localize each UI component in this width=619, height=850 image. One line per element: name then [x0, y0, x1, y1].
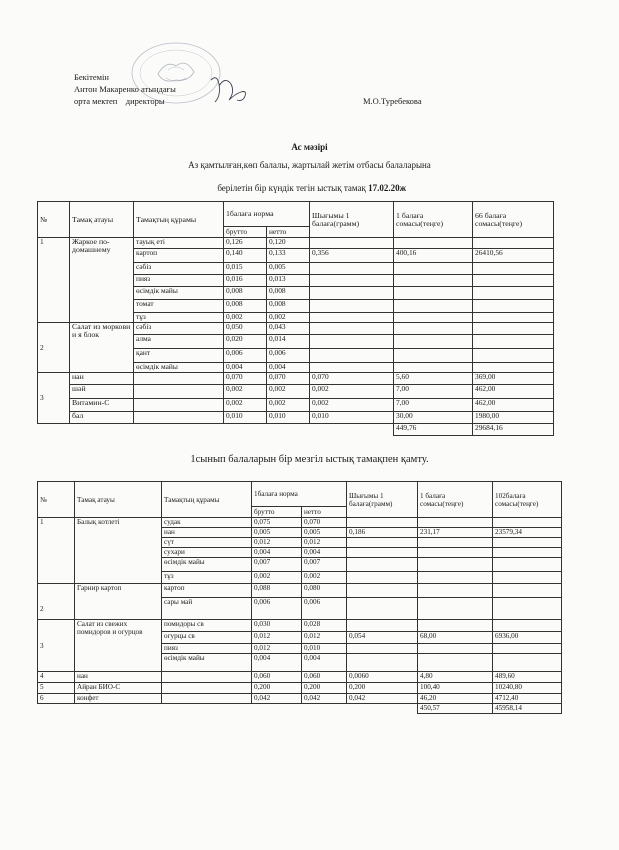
cost-one-value: 7,00 [394, 385, 473, 399]
netto-value: 0,012 [302, 632, 347, 644]
cost-one-value [418, 644, 493, 654]
netto-value: 0,013 [267, 275, 310, 287]
netto-value: 0,005 [302, 528, 347, 538]
yield-value: 0,010 [310, 412, 394, 424]
netto-value: 0,200 [302, 683, 347, 694]
cost-total-value [493, 538, 562, 548]
cost-total-value: 23579,34 [493, 528, 562, 538]
ingredient [134, 412, 224, 424]
ingredient: пияз [134, 275, 224, 287]
section-2-title: 1сынып балаларын бір мезгіл ыстық тамақпен қамту. [190, 454, 429, 465]
yield-value: 0,042 [347, 694, 418, 704]
table-row [38, 238, 554, 249]
netto-value: 0,005 [267, 263, 310, 275]
brutto-value: 0,075 [252, 518, 302, 528]
cost-total-value [493, 518, 562, 528]
netto-value: 0,008 [267, 300, 310, 313]
netto-value: 0,042 [302, 694, 347, 704]
cost-total-value [473, 275, 554, 287]
ingredient [162, 672, 252, 683]
yield-value [310, 335, 394, 349]
dish-name: Айран БИО-С [75, 683, 162, 694]
ingredient: судак [162, 518, 252, 528]
ingredient: өсімдік майы [162, 558, 252, 572]
cost-one-value: 4,80 [418, 672, 493, 683]
yield-value: 0,200 [347, 683, 418, 694]
ingredient: сәбіз [134, 263, 224, 275]
cost-one-value [418, 572, 493, 584]
cost-total-value [493, 654, 562, 672]
table-row [38, 373, 554, 385]
approval-line-3: орта мектеп директоры [74, 96, 165, 106]
table-row [38, 323, 554, 335]
dish-name: конфет [75, 694, 162, 704]
yield-value: 0,002 [310, 385, 394, 399]
brutto-value: 0,002 [252, 572, 302, 584]
cost-total-value: 489,60 [493, 672, 562, 683]
header-yield: Шығымы 1 балаға(грамм) [347, 482, 418, 518]
netto-value: 0,006 [302, 598, 347, 620]
subtitle-line-1: Аз қамтылған,көп балалы, жартылай жетім отбасы балаларына [188, 160, 431, 170]
total-cost-one: 449,76 [394, 424, 473, 436]
brutto-value: 0,050 [224, 323, 267, 335]
ingredient: помидоры св [162, 620, 252, 632]
cost-one-value: 400,16 [394, 249, 473, 263]
ingredient: сүт [162, 538, 252, 548]
dish-name: бал [70, 412, 134, 424]
yield-value [347, 538, 418, 548]
table-row [38, 518, 562, 528]
yield-value [310, 300, 394, 313]
yield-value [310, 313, 394, 323]
netto-value: 0,043 [267, 323, 310, 335]
table-row [38, 399, 554, 412]
total-cost-sum: 45958,14 [493, 704, 562, 714]
netto-value: 0,004 [267, 363, 310, 373]
header-dish-name: Тамақ атауы [75, 482, 162, 518]
cost-total-value: 4712,40 [493, 694, 562, 704]
dish-name: Салат из свежих помидоров и огурцов [75, 620, 162, 672]
header-composition: Тамақтың құрамы [162, 482, 252, 518]
brutto-value: 0,012 [252, 538, 302, 548]
page-title: Ас мәзірі [291, 142, 328, 152]
ingredient: өсімдік майы [134, 287, 224, 300]
brutto-value: 0,008 [224, 287, 267, 300]
dish-name: Салат из моркови и я блок [70, 323, 134, 373]
yield-value: 0,0060 [347, 672, 418, 683]
netto-value: 0,002 [267, 385, 310, 399]
yield-value [347, 644, 418, 654]
yield-value: 0,002 [310, 399, 394, 412]
cost-one-value [394, 300, 473, 313]
cost-total-value [493, 548, 562, 558]
table-row [38, 412, 554, 424]
brutto-value: 0,010 [224, 412, 267, 424]
subtitle-line-2 [0, 173, 619, 193]
yield-value [347, 584, 418, 598]
header-norm: 1балаға норма [252, 482, 347, 507]
header-cost-total: 102балаға сомасы(теңге) [493, 482, 562, 518]
cost-one-value: 231,17 [418, 528, 493, 538]
cost-total-value: 462,00 [473, 385, 554, 399]
table-row [38, 620, 562, 632]
cost-one-value [418, 584, 493, 598]
cost-one-value: 5,60 [394, 373, 473, 385]
cost-total-value [493, 620, 562, 632]
cost-one-value: 68,00 [418, 632, 493, 644]
table-row [38, 584, 562, 598]
cost-one-value [418, 558, 493, 572]
cost-total-value [493, 598, 562, 620]
yield-value [347, 518, 418, 528]
yield-value [347, 598, 418, 620]
yield-value [310, 238, 394, 249]
yield-value: 0,054 [347, 632, 418, 644]
yield-value: 0,356 [310, 249, 394, 263]
netto-value: 0,007 [302, 558, 347, 572]
total-cost-sum: 29684,16 [473, 424, 554, 436]
ingredient: картоп [134, 249, 224, 263]
netto-value: 0,014 [267, 335, 310, 349]
netto-value: 0,028 [302, 620, 347, 632]
ingredient: тұз [162, 572, 252, 584]
brutto-value: 0,088 [252, 584, 302, 598]
netto-value: 0,120 [267, 238, 310, 249]
cost-total-value [473, 335, 554, 349]
brutto-value: 0,006 [252, 598, 302, 620]
brutto-value: 0,030 [252, 620, 302, 632]
dish-number: 3 [38, 620, 75, 672]
netto-value: 0,006 [267, 349, 310, 363]
cost-one-value [418, 548, 493, 558]
cost-total-value [493, 644, 562, 654]
netto-value: 0,010 [302, 644, 347, 654]
cost-one-value: 46,20 [418, 694, 493, 704]
cost-total-value: 6936,00 [493, 632, 562, 644]
dish-number: 6 [38, 694, 75, 704]
header-dish-name: Тамақ атауы [70, 202, 134, 238]
ingredient: огурцы св [162, 632, 252, 644]
netto-value: 0,012 [302, 538, 347, 548]
brutto-value: 0,005 [252, 528, 302, 538]
ingredient: өсімдік майы [162, 654, 252, 672]
ingredient [162, 694, 252, 704]
header-cost-total: 66 балаға сомасы(теңге) [473, 202, 554, 238]
cost-total-value: 26410,56 [473, 249, 554, 263]
dish-name: Балық котлеті [75, 518, 162, 584]
header-no: № [38, 482, 75, 518]
dish-number: 3 [38, 373, 70, 424]
dish-name: Витамин-С [70, 399, 134, 412]
yield-value [310, 287, 394, 300]
brutto-value: 0,140 [224, 249, 267, 263]
cost-one-value [394, 349, 473, 363]
yield-value [347, 548, 418, 558]
netto-value: 0,070 [302, 518, 347, 528]
cost-one-value [418, 654, 493, 672]
cost-total-value: 1980,00 [473, 412, 554, 424]
brutto-value: 0,006 [224, 349, 267, 363]
brutto-value: 0,007 [252, 558, 302, 572]
netto-value: 0,002 [302, 572, 347, 584]
table-total-row [38, 424, 554, 436]
approval-line-2: Антон Макаренко атындағы [74, 84, 176, 94]
dish-number: 5 [38, 683, 75, 694]
brutto-value: 0,020 [224, 335, 267, 349]
header-brutto: брутто [252, 507, 302, 518]
table-row [38, 385, 554, 399]
subtitle-text: берілетін бір күндік тегін ыстық тамақ [217, 183, 369, 193]
header-netto: нетто [302, 507, 347, 518]
dish-number: 1 [38, 518, 75, 584]
yield-value [347, 558, 418, 572]
ingredient: нан [162, 528, 252, 538]
netto-value: 0,002 [267, 399, 310, 412]
menu-table-2 [37, 481, 562, 714]
cost-one-value [418, 518, 493, 528]
cost-one-value [394, 313, 473, 323]
header-no: № [38, 202, 70, 238]
yield-value: 0,186 [347, 528, 418, 538]
cost-total-value [493, 558, 562, 572]
director-signature [205, 72, 253, 108]
cost-one-value [394, 263, 473, 275]
header-yield: Шығымы 1 балаға(грамм) [310, 202, 394, 238]
cost-total-value [493, 584, 562, 598]
cost-one-value [394, 238, 473, 249]
brutto-value: 0,015 [224, 263, 267, 275]
netto-value: 0,070 [267, 373, 310, 385]
table-row [38, 683, 562, 694]
ingredient: қант [134, 349, 224, 363]
cost-total-value [473, 263, 554, 275]
netto-value: 0,133 [267, 249, 310, 263]
approval-line-1: Бекітемін [74, 72, 109, 82]
ingredient: алма [134, 335, 224, 349]
dish-number: 2 [38, 584, 75, 620]
cost-one-value: 100,40 [418, 683, 493, 694]
yield-value [310, 275, 394, 287]
ingredient: сары май [162, 598, 252, 620]
ingredient: тауық еті [134, 238, 224, 249]
cost-one-value [418, 598, 493, 620]
ingredient [134, 399, 224, 412]
yield-value [347, 620, 418, 632]
brutto-value: 0,002 [224, 399, 267, 412]
header-cost-one: 1 балаға сомасы(теңге) [418, 482, 493, 518]
brutto-value: 0,004 [252, 548, 302, 558]
cost-one-value [394, 287, 473, 300]
dish-name: Жаркое по-домашнему [70, 238, 134, 323]
cost-total-value [473, 300, 554, 313]
cost-one-value [394, 335, 473, 349]
brutto-value: 0,012 [252, 644, 302, 654]
ingredient: картоп [162, 584, 252, 598]
brutto-value: 0,016 [224, 275, 267, 287]
header-cost-one: 1 балаға сомасы(теңге) [394, 202, 473, 238]
ingredient: тұз [134, 313, 224, 323]
brutto-value: 0,126 [224, 238, 267, 249]
brutto-value: 0,070 [224, 373, 267, 385]
brutto-value: 0,004 [252, 654, 302, 672]
header-brutto: брутто [224, 227, 267, 238]
dish-name: шәй [70, 385, 134, 399]
brutto-value: 0,012 [252, 632, 302, 644]
netto-value: 0,002 [267, 313, 310, 323]
header-norm: 1балаға норма [224, 202, 310, 227]
cost-one-value [394, 363, 473, 373]
brutto-value: 0,004 [224, 363, 267, 373]
ingredient [162, 683, 252, 694]
cost-one-value [394, 323, 473, 335]
cost-total-value [473, 287, 554, 300]
dish-number: 2 [38, 323, 70, 373]
cost-one-value: 30,00 [394, 412, 473, 424]
menu-date: 17.02.20ж [368, 183, 407, 193]
netto-value: 0,008 [267, 287, 310, 300]
brutto-value: 0,008 [224, 300, 267, 313]
total-cost-one: 450,57 [418, 704, 493, 714]
ingredient [134, 373, 224, 385]
netto-value: 0,004 [302, 654, 347, 672]
cost-total-value [473, 238, 554, 249]
brutto-value: 0,002 [224, 385, 267, 399]
ingredient [134, 385, 224, 399]
dish-name: нан [75, 672, 162, 683]
cost-total-value [473, 349, 554, 363]
table-total-row [38, 704, 562, 714]
director-name: М.О.Туребекова [363, 96, 422, 106]
ingredient: сухари [162, 548, 252, 558]
ingredient: пияз [162, 644, 252, 654]
netto-value: 0,060 [302, 672, 347, 683]
dish-name: Гарнир картоп [75, 584, 162, 620]
table-row [38, 694, 562, 704]
brutto-value: 0,200 [252, 683, 302, 694]
netto-value: 0,004 [302, 548, 347, 558]
yield-value [310, 323, 394, 335]
ingredient: сәбіз [134, 323, 224, 335]
dish-number: 1 [38, 238, 70, 323]
ingredient: томат [134, 300, 224, 313]
cost-total-value: 462,00 [473, 399, 554, 412]
brutto-value: 0,060 [252, 672, 302, 683]
yield-value [310, 363, 394, 373]
menu-table-1 [37, 201, 554, 436]
yield-value [347, 572, 418, 584]
cost-one-value [418, 620, 493, 632]
header-netto: нетто [267, 227, 310, 238]
cost-one-value [418, 538, 493, 548]
cost-one-value [394, 275, 473, 287]
cost-total-value: 10240,80 [493, 683, 562, 694]
netto-value: 0,010 [267, 412, 310, 424]
cost-total-value [473, 323, 554, 335]
yield-value: 0,070 [310, 373, 394, 385]
cost-total-value: 369,00 [473, 373, 554, 385]
netto-value: 0,080 [302, 584, 347, 598]
ingredient: өсімдік майы [134, 363, 224, 373]
yield-value [310, 349, 394, 363]
brutto-value: 0,002 [224, 313, 267, 323]
dish-number: 4 [38, 672, 75, 683]
cost-total-value [493, 572, 562, 584]
cost-one-value: 7,00 [394, 399, 473, 412]
yield-value [347, 654, 418, 672]
cost-total-value [473, 363, 554, 373]
brutto-value: 0,042 [252, 694, 302, 704]
table-row [38, 672, 562, 683]
yield-value [310, 263, 394, 275]
cost-total-value [473, 313, 554, 323]
dish-name: нан [70, 373, 134, 385]
header-composition: Тамақтың құрамы [134, 202, 224, 238]
